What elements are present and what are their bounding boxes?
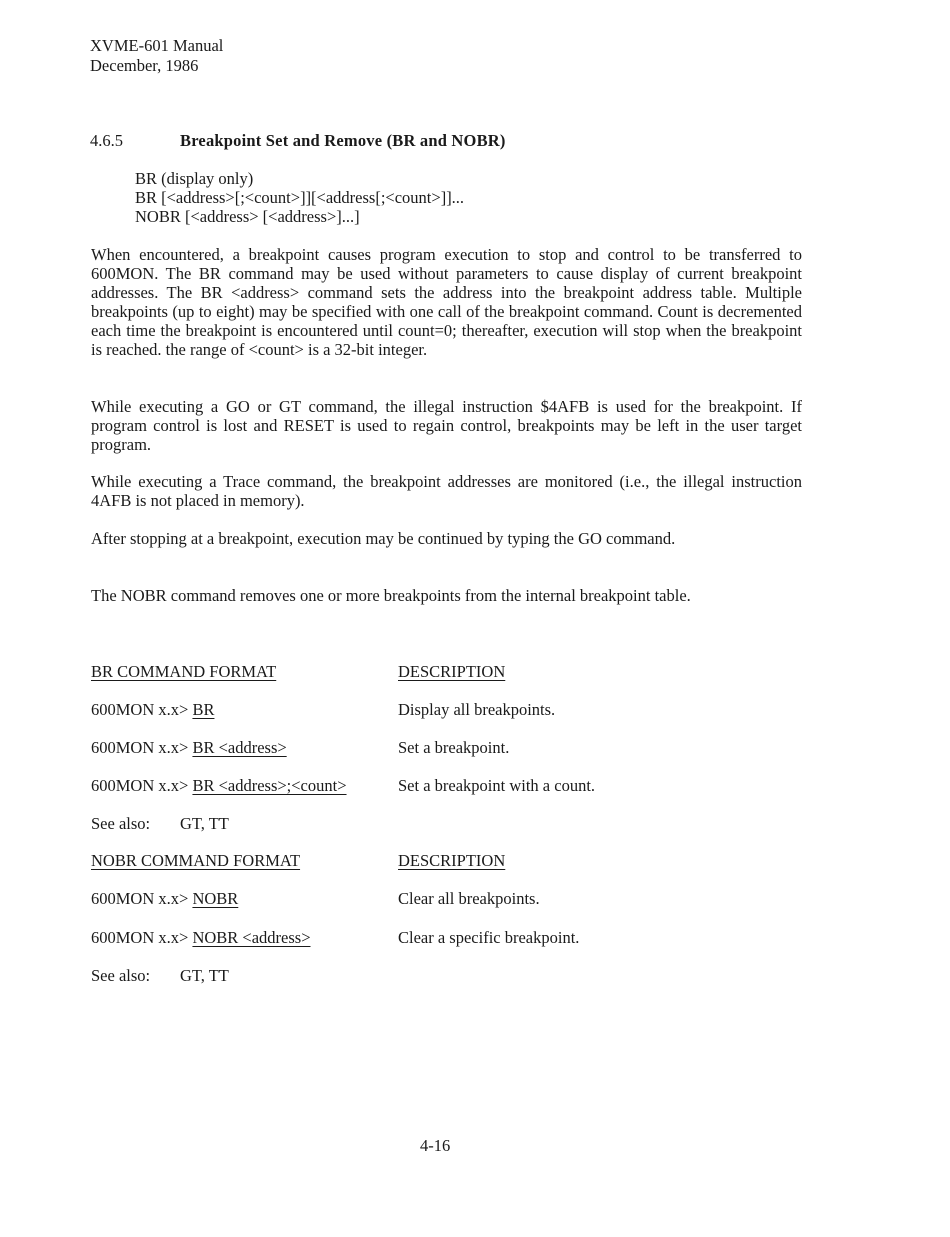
nobr-see-also xyxy=(91,966,229,986)
manual-title: XVME-601 Manual xyxy=(90,36,224,55)
command-description: Clear a specific breakpoint. xyxy=(398,928,580,947)
see-also-value: GT, TT xyxy=(180,814,229,833)
section-title: Breakpoint Set and Remove (BR and NOBR) xyxy=(180,131,506,150)
command-text: NOBR <address> xyxy=(192,928,311,947)
command-description: Set a breakpoint. xyxy=(398,738,510,757)
paragraph: While executing a Trace command, the breakpoint addresses are monitored (i.e., the illegal instruction 4AFB is not placed in memory). xyxy=(91,472,802,510)
br-see-also xyxy=(91,814,229,834)
command-description: Clear all breakpoints. xyxy=(398,889,540,908)
command-description: Display all breakpoints. xyxy=(398,700,556,719)
command-text: BR <address> xyxy=(192,738,287,757)
command-text: BR <address>;<count> xyxy=(192,776,347,795)
manual-date: December, 1986 xyxy=(90,56,199,75)
command-text: BR xyxy=(192,700,215,719)
paragraph: The NOBR command removes one or more breakpoints from the internal breakpoint table. xyxy=(91,586,691,605)
br-command-row xyxy=(91,738,287,758)
paragraph: While executing a GO or GT command, the illegal instruction $4AFB is used for the breakpoint. If program control is lost and RESET is used to regain control, breakpoints may be left in the user target program. xyxy=(91,397,802,454)
syntax-line: BR (display only) xyxy=(135,169,254,188)
command-prompt: 600MON x.x> xyxy=(91,928,193,947)
section-number: 4.6.5 xyxy=(90,131,123,150)
paragraph: After stopping at a breakpoint, execution may be continued by typing the GO command. xyxy=(91,529,676,548)
see-also-label: See also: xyxy=(91,814,151,833)
nobr-command-row xyxy=(91,928,311,948)
see-also-label: See also: xyxy=(91,966,151,985)
paragraph: When encountered, a breakpoint causes program execution to stop and control to be transferred to 600MON. The BR command may be used without parameters to cause display of current breakpoint addresses. The BR <address> command sets the address into the breakpoint address table. Multiple breakpoints (up to eight) may be specified with one call of the breakpoint command. Count is decremented each time the breakpoint is encountered until count=0; thereafter, execution will stop when the breakpoint is reached. the range of <count> is a 32-bit integer. xyxy=(91,245,802,359)
syntax-line: NOBR [<address> [<address>]...] xyxy=(135,207,360,226)
page-number: 4-16 xyxy=(420,1136,451,1155)
command-prompt: 600MON x.x> xyxy=(91,700,193,719)
command-description: Set a breakpoint with a count. xyxy=(398,776,596,795)
see-also-value: GT, TT xyxy=(180,966,229,985)
nobr-command-row xyxy=(91,889,238,909)
br-command-row xyxy=(91,776,347,796)
br-command-row xyxy=(91,700,214,720)
command-prompt: 600MON x.x> xyxy=(91,776,193,795)
syntax-line: BR [<address>[;<count>]][<address[;<count>]]... xyxy=(135,188,465,207)
command-text: NOBR xyxy=(192,889,239,908)
command-prompt: 600MON x.x> xyxy=(91,889,193,908)
br-format-header: BR COMMAND FORMAT xyxy=(91,662,277,681)
nobr-description-header: DESCRIPTION xyxy=(398,851,506,870)
command-prompt: 600MON x.x> xyxy=(91,738,193,757)
nobr-format-header: NOBR COMMAND FORMAT xyxy=(91,851,301,870)
br-description-header: DESCRIPTION xyxy=(398,662,506,681)
